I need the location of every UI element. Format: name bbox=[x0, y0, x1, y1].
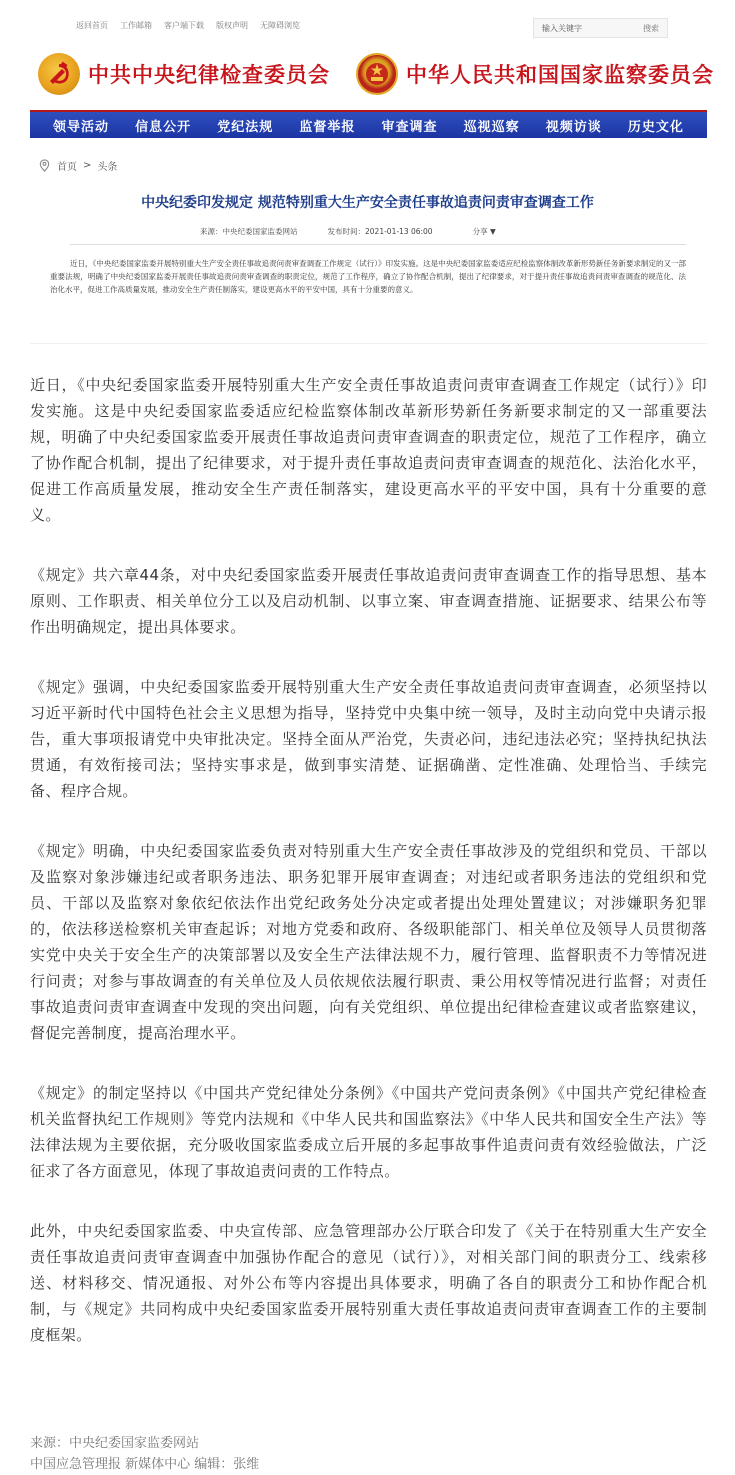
footer-editor: 中国应急管理报 新媒体中心 编辑：张维 bbox=[30, 1457, 260, 1472]
article-meta bbox=[200, 226, 496, 237]
nav-item-history[interactable]: 历史文化 bbox=[627, 119, 684, 135]
article-footer bbox=[30, 1433, 707, 1475]
national-emblem-icon bbox=[356, 53, 398, 95]
article-source: 来源：中央纪委国家监委网站 bbox=[200, 227, 298, 236]
share-dropdown[interactable]: 分享 ▼ bbox=[472, 227, 496, 236]
article-paragraph: 《规定》明确，中央纪委国家监委负责对特别重大生产安全责任事故涉及的党组织和党员、干部以及监察对象涉嫌违纪或者职务违法、职务犯罪开展审查调查；对违纪或者职务违法的党组织和党员、干部以及监察对象依纪依法作出党纪政务处分决定或者提出处理处置建议；对涉嫌职务犯罪的，依法移送检察机关审查起诉；对地方党委和政府、各级职能部门、相关单位及领导人员贯彻落实党中央关于安全生产的决策部署以及安全生产法律法规不力，履行管理、监督职责不力等情况进行问责；对参与事故调查的有关单位及人员依规依法履行职责、秉公用权等情况进行监督；对责任事故追责问责审查调查中发现的突出问题，向有关党组织、单位提出纪律检查建议或者监察建议，督促完善制度，提高治理水平。 bbox=[30, 842, 707, 1042]
search-input[interactable]: 输入关键字 bbox=[542, 23, 582, 33]
article-paragraph: 此外，中央纪委国家监委、中央宣传部、应急管理部办公厅联合印发了《关于在特别重大生产安全责任事故追责问责审查调查中加强协作配合的意见（试行）》，对相关部门间的职责分工、线索移送、材料移交、情况通报、对外公布等内容提出具体要求，明确了各自的职责分工和协作配合机制，与《规定》共同构成中央纪委国家监委开展特别重大责任事故追责问责审查调查工作的主要制度框架。 bbox=[30, 1222, 707, 1344]
nav-item-reporting[interactable]: 监督举报 bbox=[299, 119, 356, 135]
brand-ccdi-name: 中共中央纪律检查委员会 bbox=[88, 62, 330, 87]
article-paragraph: 《规定》强调，中央纪委国家监委开展特别重大生产安全责任事故追责问责审查调查，必须坚持以习近平新时代中国特色社会主义思想为指导，坚持党中央集中统一领导，及时主动向党中央请示报告，重大事项报请党中央审批决定。坚持全面从严治党，失责必问，违纪违法必究；坚持执纪执法贯通，有效衔接司法；坚持实事求是，做到事实清楚、证据确凿、定性准确、处理恰当、手续完备、程序合规。 bbox=[30, 678, 707, 800]
embedded-site-screenshot bbox=[0, 0, 735, 350]
nav-item-inspection[interactable]: 巡视巡察 bbox=[463, 119, 520, 135]
nav-item-investigation[interactable]: 审查调查 bbox=[381, 119, 438, 135]
top-link-copyright[interactable]: 版权声明 bbox=[216, 21, 248, 30]
article-paragraph: 《规定》共六章44条，对中央纪委国家监委开展责任事故追责问责审查调查工作的指导思想、基本原则、工作职责、相关单位分工以及启动机制、以事立案、审查调查措施、证据要求、结果公布等作出明确规定，提出具体要求。 bbox=[30, 566, 707, 636]
breadcrumb bbox=[38, 158, 117, 173]
nav-item-disclosure[interactable]: 信息公开 bbox=[135, 119, 192, 135]
nav-item-regulations[interactable]: 党纪法规 bbox=[217, 119, 274, 135]
party-emblem-icon bbox=[38, 53, 80, 95]
nav-item-video[interactable]: 视频访谈 bbox=[545, 119, 602, 135]
top-link-mail[interactable]: 工作邮箱 bbox=[120, 21, 152, 30]
breadcrumb-separator: > bbox=[83, 160, 92, 171]
main-nav bbox=[30, 110, 707, 138]
site-search-box[interactable] bbox=[533, 18, 668, 38]
article-paragraph: 《规定》的制定坚持以《中国共产党纪律处分条例》《中国共产党问责条例》《中国共产党纪律检查机关监督执纪工作规则》等党内法规和《中华人民共和国监察法》《中华人民共和国安全生产法》等法律法规为主要依据，充分吸收国家监委成立后开展的多起事故事件追责问责有效经验做法，广泛征求了各方面意见，体现了事故追责问责的工作特点。 bbox=[30, 1084, 707, 1180]
top-link-home[interactable]: 返回首页 bbox=[76, 21, 108, 30]
brand-ccdi[interactable] bbox=[38, 50, 330, 98]
article-published: 发布时间：2021-01-13 06:00 bbox=[327, 227, 433, 236]
article-title: 中央纪委印发规定 规范特别重大生产安全责任事故追责问责审查调查工作 bbox=[141, 195, 594, 211]
location-pin-icon bbox=[38, 159, 51, 172]
breadcrumb-home[interactable]: 首页 bbox=[57, 162, 77, 173]
top-links bbox=[76, 20, 300, 31]
top-link-accessibility[interactable]: 无障碍浏览 bbox=[260, 21, 300, 30]
screenshot-bottom-divider bbox=[30, 343, 707, 344]
top-link-client[interactable]: 客户端下载 bbox=[164, 21, 204, 30]
footer-source: 来源：中央纪委国家监委网站 bbox=[30, 1436, 200, 1451]
search-button[interactable]: 搜索 bbox=[643, 23, 659, 33]
nav-item-leadership[interactable]: 领导活动 bbox=[53, 119, 110, 135]
article-paragraph: 近日，《中央纪委国家监委开展特别重大生产安全责任事故追责问责审查调查工作规定（试行）》印发实施。这是中央纪委国家监委适应纪检监察体制改革新形势新任务新要求制定的又一部重要法规，明确了中央纪委国家监委开展责任事故追责问责审查调查的职责定位，规范了工作程序，确立了协作配合机制，提出了纪律要求，对于提升责任事故追责问责审查调查的规范化、法治化水平，促进工作高质量发展，推动安全生产责任制落实，建设更高水平的平安中国，具有十分重要的意义。 bbox=[30, 376, 707, 524]
brand-nsc-name: 中华人民共和国国家监察委员会 bbox=[406, 62, 714, 87]
title-divider bbox=[70, 244, 686, 245]
brand-nsc[interactable] bbox=[356, 50, 714, 98]
article-content bbox=[30, 372, 707, 1382]
breadcrumb-current[interactable]: 头条 bbox=[97, 162, 118, 173]
site-article-body: 近日，《中央纪委国家监委开展特别重大生产安全责任事故追责问责审查调查工作规定（试行）》印发实施。这是中央纪委国家监委适应纪检监察体制改革新形势新任务新要求制定的又一部重要法规，明确了中央纪委国家监委开展责任事故追责问责审查调查的职责定位，规范了工作程序，确立了协作配合机制，提出了纪律要求，对于提升责任事故追责问责审查调查的规范化、法治化水平，促进工作高质量发展，推动安全生产责任制落实，建设更高水平的平安中国，具有十分重要的意义。 bbox=[50, 259, 686, 295]
